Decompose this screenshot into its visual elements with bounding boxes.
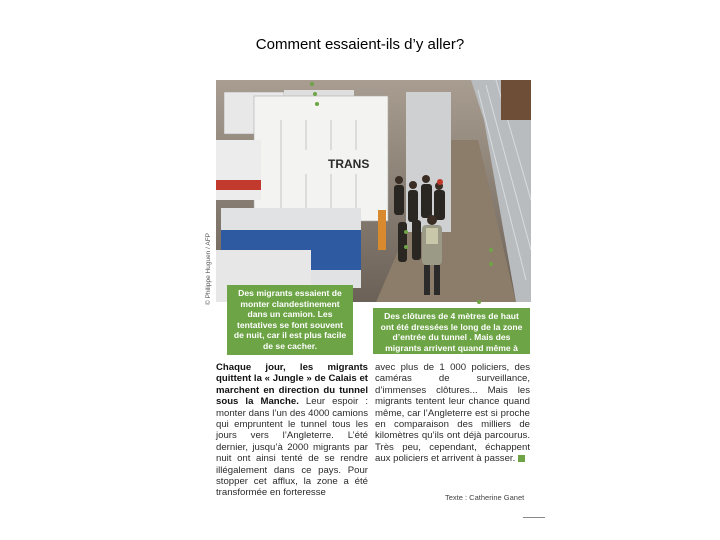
divider (523, 517, 545, 518)
caption-pointer-dot (315, 102, 319, 106)
article-lead: Chaque jour, les migrants quittent la « Jungle » de Calais et marchent en direction du tunnel sous la Manche. (216, 362, 368, 408)
photo-illustration (216, 80, 531, 302)
end-mark-icon (518, 455, 525, 462)
photo-credit: © Philippe Huguen / AFP (205, 233, 212, 305)
article-col1-text: Leur espoir : monter dans l’un des 4000 camions qui empruntent le tunnel tous les jours vers l’Angleterre. L’été dernier, jusqu’à 2000 migrants par nuit ont ainsi tenté de se rendre illégalement dans ce pays. Pour stopper cet afflux, la zone a été transformée en forteresse (216, 396, 369, 499)
caption-right: Des clôtures de 4 mètres de haut ont été dressées le long de la zone d’entrée du tunnel . Mais des migrants arrivent quand même à passer. (373, 308, 530, 354)
caption-left: Des migrants essaient de monter clandestinement dans un camion. Les tentatives se font souvent de nuit, car il est plus facile de se cacher. (227, 285, 353, 355)
magazine-article (205, 80, 545, 520)
caption-pointer-dot (404, 230, 408, 234)
caption-pointer-dot (489, 262, 493, 266)
truck-label: TRANS (328, 157, 370, 171)
caption-pointer-dot (477, 300, 481, 304)
article-col2-text: avec plus de 1 000 policiers, des caméras de surveillance, d’immenses clôtures... Mais les migrants tentent leur chance quand même, car l’Angleterre est si proche en comparaison des milliers de kilomètres qu’ils ont déjà parcourus. Très peu, cependant, échappent aux policiers et arrivent à passer. (375, 362, 530, 465)
caption-pointer-dot (313, 92, 317, 96)
article-photo (216, 80, 531, 302)
caption-pointer-dot (489, 248, 493, 252)
caption-pointer-dot (310, 82, 314, 86)
caption-pointer-dot (404, 245, 408, 249)
article-column-1 (216, 362, 368, 499)
slide-title: Comment essaient-ils d’y aller? (255, 36, 465, 53)
article-author: Texte : Catherine Ganet (445, 493, 525, 502)
article-column-2 (375, 362, 530, 465)
